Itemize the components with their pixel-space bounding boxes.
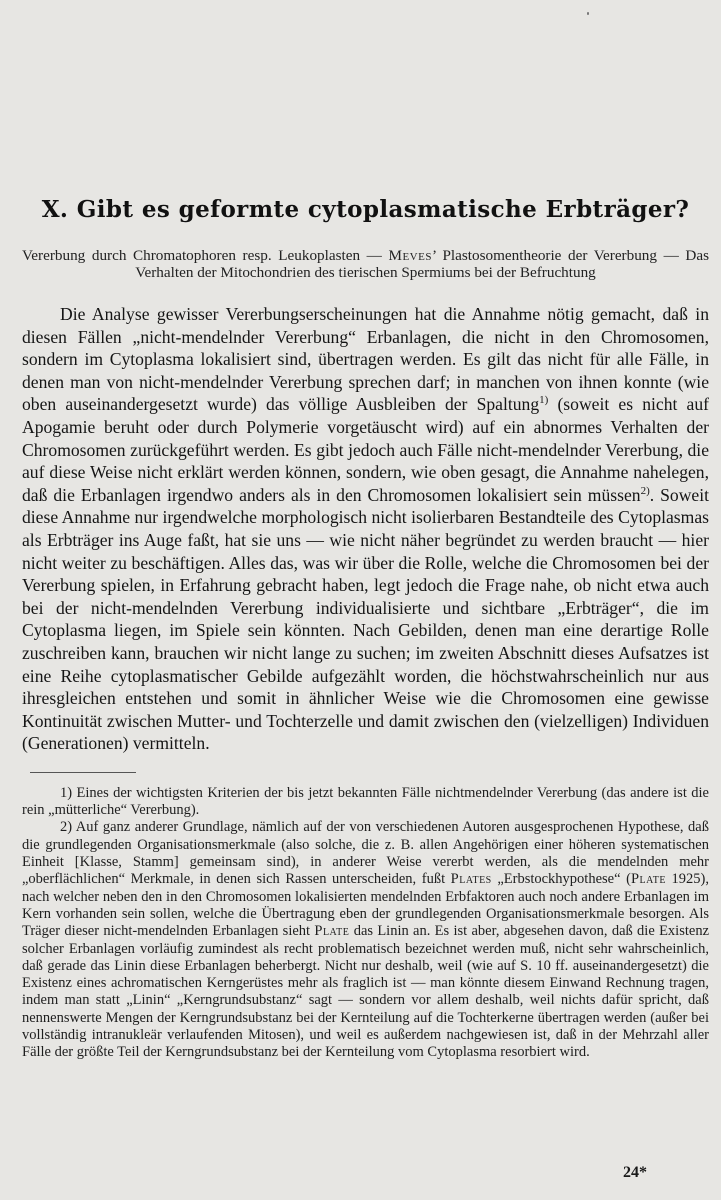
summary-text-2: ’ Plastosomentheorie der Vererbung — Das Verhalten der Mitochondrien des tierischen Spermiums bei der Befruchtung xyxy=(135,247,709,281)
footnote-2-text-1: 2) Auf ganz anderer Grundlage, nämlich auf der von verschiedenen Autoren ausgesprochenen Hypothese, daß die grundlegenden Organisationsmerkmale (also solche, die z. B. allen Angehörigen einer höheren systematischen Einheit [Klasse, Stamm] gemeinsam sind), in anderer Weise vererbt werden, als die mendelnden mehr „oberflächlichen“ Merkmale, in denen sich Rassen unterscheiden, fußt xyxy=(22,819,709,888)
footnote-2-text-4: das Linin an. Es ist aber, abgesehen davon, daß die Existenz solcher Erbanlagen vorläufig zumindest als recht problematisch bezeichnet werden muß, nicht sehr wahrscheinlich, daß gerade das Linin diese Erbanlagen beherbergt. Nicht nur deshalb, weil (wie auf S. 10 ff. auseinandergesetzt) die Existenz eines achromatischen Kerngerüstes mehr als fraglich ist — man könnte diesem Einwand Rechnung tragen, indem man statt „Linin“ „Kerngrundsubstanz“ sagt — sondern vor allem deshalb, weil nichts dafür spricht, daß nennenswerte Mengen der Kerngrundsubstanz bei der Kernteilung auf die Tochterkerne übertragen werden (außer bei vollständig intranukleär verlaufenden Mitosen), und weil es außerdem nachgewiesen ist, daß in der Mehrzahl aller Fälle der größte Teil der Kerngrundsubstanz bei der Kernteilung vom Cytoplasma resorbiert wird. xyxy=(22,923,710,1061)
chapter-summary xyxy=(22,247,709,281)
page-number: 24* xyxy=(623,1164,647,1181)
paper-speck xyxy=(587,12,589,15)
summary-author: Meves xyxy=(388,247,432,264)
footnote-2-text-3: 1925), nach welcher neben den in den Chromosomen lokalisierten mendelnden Erbfaktoren auch noch andere Erbanlagen im Kern vorhanden sein sollen, welche die Übertragung eben der grundlegenden Organisationsmerkmale besorgen. Als Träger dieser nicht-mendelnden Erbanlagen sieht xyxy=(22,871,709,940)
chapter-title: X. Gibt es geformte cytoplasmatische Erbträger? xyxy=(41,196,690,223)
body-text-3: . Soweit diese Annahme nur irgendwelche morphologisch nicht isolierbaren Bestandteile des Cytoplasmas als Erbträger ins Auge faßt, hat sie uns — wie nicht näher begründet zu werden braucht — hier nicht weiter zu beschäftigen. Alles das, was wir über die Rolle, welche die Chromosomen bei der Vererbung spielen, in Erfahrung gebracht haben, legt jedoch die Frage nahe, ob nicht etwa auch bei der nicht-mendelnden Vererbung individualisierte und sichtbare „Erbträger“, die im Cytoplasma liegen, im Spiele sein könnten. Nach Gebilden, denen man eine derartige Rolle zuschreiben kann, brauchen wir nicht lange zu suchen; im zweiten Abschnitt dieses Aufsatzes ist eine Reihe cytoplasmatischer Gebilde aufgezählt worden, die höchstwahrscheinlich nur aus ihresgleichen entstehen und somit in ähnlicher Weise wie die Chromosomen eine gewisse Kontinuität zwischen Mutter- und Tochterzelle und damit zwischen den (vielzelligen) Individuen (Generationen) vermitteln. xyxy=(22,484,710,754)
body-text-2: (soweit es nicht auf Apogamie beruht oder durch Polymerie vorgetäuscht wird) auf ein abnormes Verhalten der Chromosomen zurückgeführt werden. Es gibt jedoch auch Fälle nicht-mendelnder Vererbung, die auf diese Weise nicht erklärt werden können, sondern, wie oben gesagt, die Annahme nahelegen, daß die Erbanlagen irgendwo anders als in den Chromosomen lokalisiert sein müssen xyxy=(22,394,709,505)
body-paragraph xyxy=(22,303,709,755)
footnote-ref-1: 1) xyxy=(539,394,549,407)
footnote-2-text-2: „Erbstockhypothese“ ( xyxy=(491,871,631,888)
footnote-divider xyxy=(30,772,136,773)
summary-text-1: Vererbung durch Chromatophoren resp. Leukoplasten — xyxy=(22,247,389,264)
footnote-ref-2: 2) xyxy=(640,484,650,497)
footnote-1: 1) Eines der wichtigsten Kriterien der bis jetzt bekannten Fälle nichtmendelnder Vererbung (das andere ist die rein „mütterliche“ Vererbung). xyxy=(22,784,709,819)
body-text-1: Die Analyse gewisser Vererbungserscheinungen hat die Annahme nötig gemacht, daß in diesen Fällen „nicht-mendelnder Vererbung“ Erbanlagen, die nicht in den Chromosomen, sondern im Cytoplasma lokalisiert sind, übertragen werden. Es gilt das nicht für alle Fälle, in denen man von nicht-mendelnder Vererbung sprechen darf; in manchen von ihnen konnte (wie oben auseinandergesetzt wurde) das völlige Ausbleiben der Spaltung xyxy=(22,304,709,415)
footnote-2 xyxy=(22,819,709,1061)
footnote-2-author-3: Plate xyxy=(314,923,350,940)
footnote-2-author-2: Plate xyxy=(630,871,666,888)
footnote-2-author-1: Plates xyxy=(450,871,492,888)
